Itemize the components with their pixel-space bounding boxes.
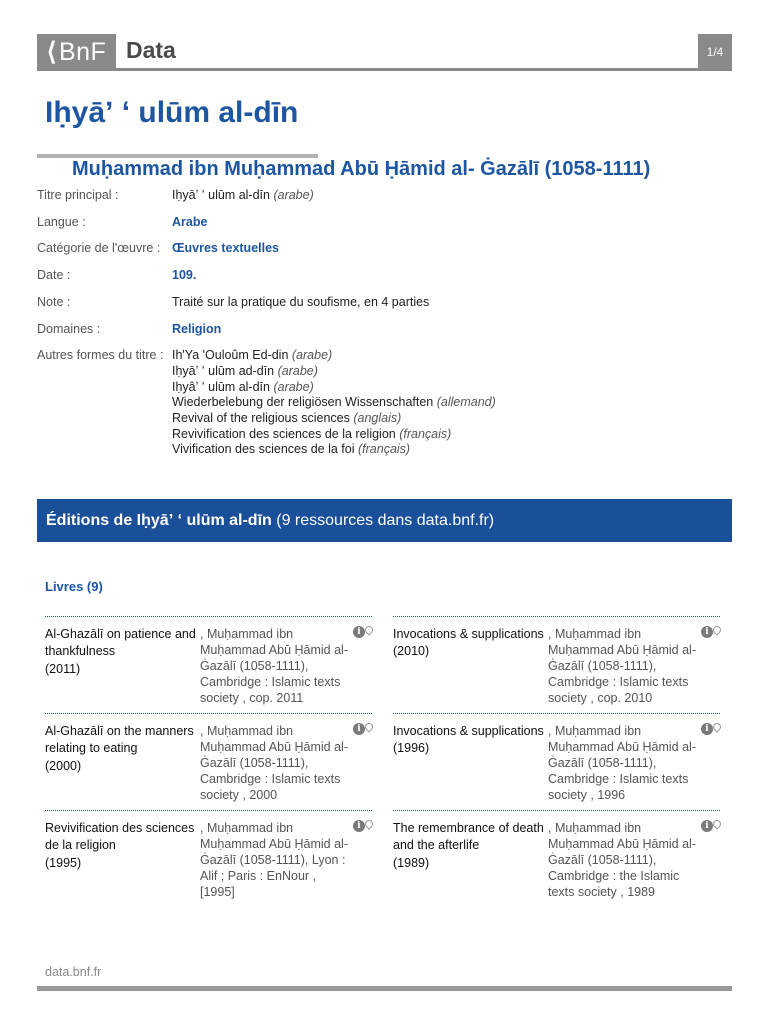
meta-label: Titre principal : [37, 188, 119, 202]
page-indicator: 1/4 [698, 34, 732, 70]
meta-label: Domaines : [37, 321, 101, 336]
card-divider [393, 616, 720, 617]
books-section-heading[interactable]: Livres (9) [45, 579, 103, 594]
top-bar [37, 34, 732, 70]
meta-value [172, 188, 314, 204]
book-info: , Muḥammad ibn Muḥammad Abū Ḥāmid al-Ġazālī (1058-1111), Cambridge : Islamic texts society , cop. 2010 [548, 627, 696, 705]
editions-banner [37, 499, 732, 542]
book-info: , Muḥammad ibn Muḥammad Abū Ḥāmid al-Ġazālī (1058-1111), Cambridge : Islamic texts society , 2000 [200, 724, 348, 802]
book-title-link[interactable]: Al-Ghazālī on patience and thankfulness (2011) [45, 627, 196, 676]
location-pin-icon[interactable] [711, 721, 722, 732]
footer-divider [37, 986, 732, 991]
info-icon[interactable]: i [353, 626, 365, 638]
meta-label: Date : [37, 268, 71, 283]
card-divider [393, 713, 720, 714]
card-actions [353, 723, 375, 737]
location-pin-icon[interactable] [363, 721, 374, 732]
book-title-link[interactable]: Al-Ghazālī on the manners relating to eating (2000) [45, 724, 194, 773]
page-title: Iḥyāʼ ʻ ulūm al-dīn [45, 96, 299, 129]
alt-title: Iḥyāʼ ʻ ulūm ad-dīn (arabe) [172, 363, 318, 378]
book-info: , Muḥammad ibn Muḥammad Abū Ḥāmid al-Ġazālī (1058-1111), Lyon : Alif ; Paris : EnNour , [1995] [200, 821, 348, 899]
meta-row-langue [37, 215, 727, 231]
alt-title: Vivification des sciences de la foi (français) [172, 442, 411, 457]
editions-count: (9 ressources dans data.bnf.fr) [271, 512, 495, 529]
meta-row-domaines [37, 322, 727, 338]
alt-title: Revivification des sciences de la religion (français) [172, 426, 452, 441]
card-actions [701, 626, 723, 640]
info-icon[interactable]: i [701, 820, 713, 832]
category-link[interactable]: Œuvres textuelles [172, 241, 279, 256]
location-pin-icon[interactable] [711, 818, 722, 829]
alternate-titles [172, 348, 496, 458]
domain-link[interactable]: Religion [172, 321, 222, 336]
meta-row-autres [37, 348, 727, 458]
book-title-link[interactable]: Revivification des sciences de la religion (1995) [45, 821, 195, 870]
meta-row-categorie [37, 241, 727, 257]
info-icon[interactable]: i [701, 626, 713, 638]
header-divider [37, 68, 732, 71]
info-icon[interactable]: i [701, 723, 713, 735]
alt-title: Wiederbelebung der religiösen Wissenschaften (allemand) [172, 395, 496, 410]
meta-row-titre [37, 188, 727, 204]
alt-title: Revival of the religious sciences (anglais) [172, 411, 402, 426]
info-icon[interactable]: i [353, 820, 365, 832]
metadata-table [37, 188, 727, 469]
editions-title: Éditions de Iḥyāʼ ʻ ulūm al-dīn [46, 512, 272, 529]
author-link[interactable]: Muḥammad ibn Muḥammad Abū Ḥāmid al- Ġazālī (1058-1111) [72, 158, 651, 180]
alt-title: Iḥyâʼ ʻ ulūm al-dīn (arabe) [172, 379, 314, 394]
meta-label: Langue : [37, 214, 86, 229]
card-divider [45, 616, 372, 617]
book-title-link[interactable]: Invocations & supplications (2010) [393, 627, 544, 659]
meta-label: Catégorie de l'œuvre : [37, 241, 161, 256]
app-name: Data [126, 37, 176, 63]
location-pin-icon[interactable] [363, 624, 374, 635]
main-title-value: Iḥyāʼ ʻ ulūm al-dīn [172, 188, 270, 202]
card-actions [701, 723, 723, 737]
card-divider [45, 713, 372, 714]
book-title-link[interactable]: Invocations & supplications (1996) [393, 724, 544, 756]
bnf-logo[interactable] [37, 34, 116, 70]
location-pin-icon[interactable] [711, 624, 722, 635]
meta-label: Note : [37, 294, 71, 309]
note-value: Traité sur la pratique du soufisme, en 4 parties [172, 294, 430, 309]
info-icon[interactable]: i [353, 723, 365, 735]
language-link[interactable]: Arabe [172, 214, 208, 229]
meta-label: Autres formes du titre : [37, 348, 164, 363]
card-divider [45, 810, 372, 811]
date-link[interactable]: 109. [172, 268, 197, 283]
meta-row-note [37, 295, 727, 311]
card-actions [353, 626, 375, 640]
logo-bracket: ⟨ [46, 38, 57, 66]
logo-text: BnF [58, 38, 107, 66]
meta-row-date [37, 268, 727, 284]
book-info: , Muḥammad ibn Muḥammad Abū Ḥāmid al-Ġazālī (1058-1111), Cambridge : Islamic texts society , 1996 [548, 724, 696, 802]
alt-title: Ih'Ya 'Ouloûm Ed-din (arabe) [172, 348, 333, 363]
card-divider [393, 810, 720, 811]
footer-link[interactable]: data.bnf.fr [45, 965, 102, 979]
card-actions [701, 820, 723, 834]
location-pin-icon[interactable] [363, 818, 374, 829]
card-actions [353, 820, 375, 834]
language-tag: (arabe) [273, 188, 314, 202]
book-info: , Muḥammad ibn Muḥammad Abū Ḥāmid al-Ġazālī (1058-1111), Cambridge : Islamic texts society , cop. 2011 [200, 627, 348, 705]
book-title-link[interactable]: The remembrance of death and the afterlife (1989) [393, 821, 544, 870]
book-info: , Muḥammad ibn Muḥammad Abū Ḥāmid al-Ġazālī (1058-1111), Cambridge : the Islamic texts society , 1989 [548, 821, 696, 899]
